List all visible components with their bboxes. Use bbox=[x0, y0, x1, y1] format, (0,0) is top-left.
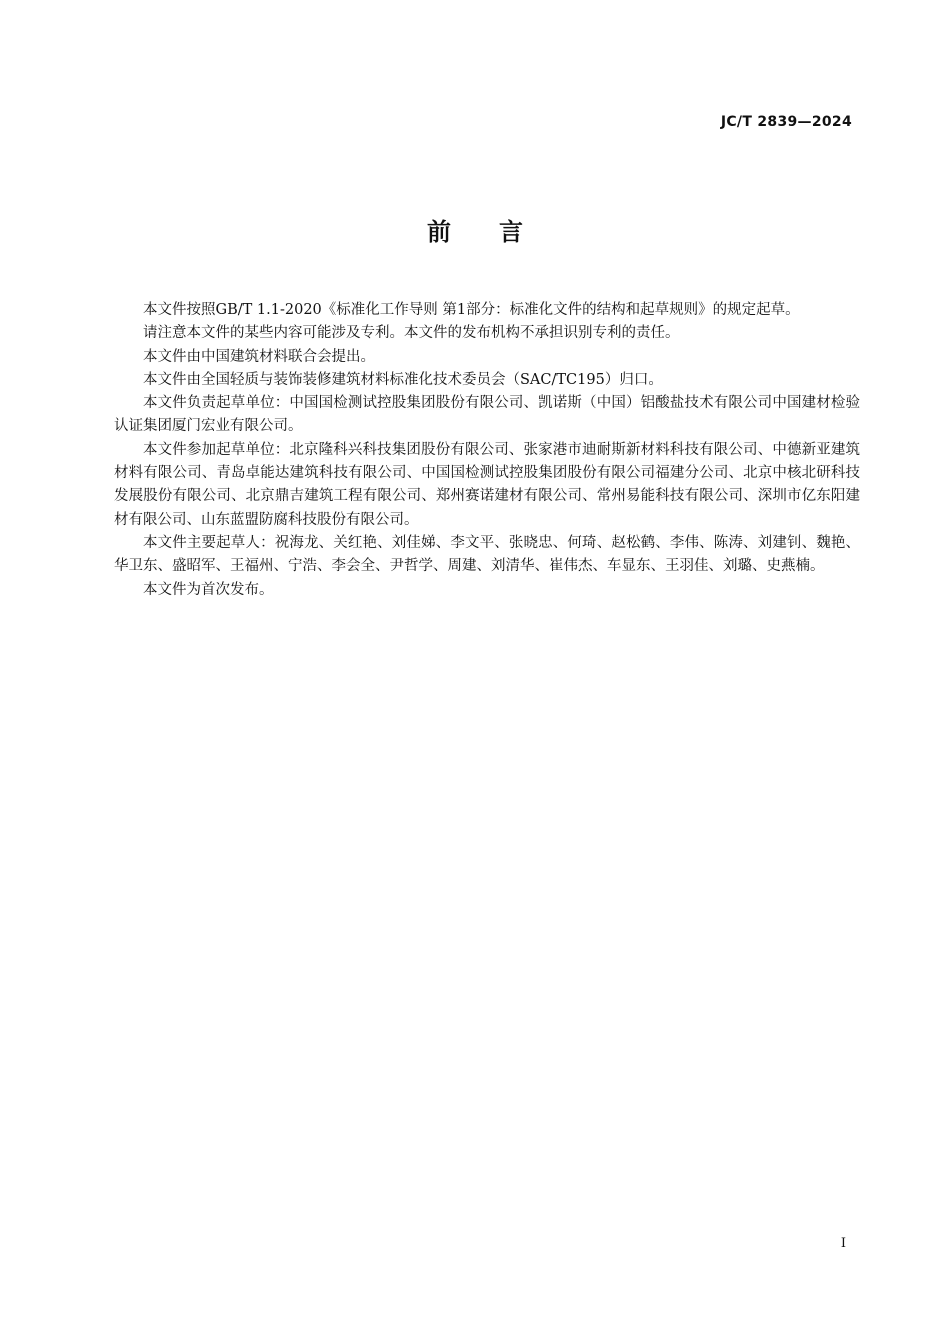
foreword-body bbox=[114, 299, 860, 602]
paragraph-main-drafters: 本文件主要起草人：祝海龙、关红艳、刘佳娣、李文平、张晓忠、何琦、赵松鹤、李伟、陈涛、刘建钊、魏艳、华卫东、盛昭军、王福州、宁浩、李会全、尹哲学、周建、刘清华、崔伟杰、车显东、王羽佳、刘璐、史燕楠。 bbox=[114, 534, 860, 575]
paragraph-participating-drafters: 本文件参加起草单位：北京隆科兴科技集团股份有限公司、张家港市迪耐斯新材料科技有限公司、中德新亚建筑材料有限公司、青岛卓能达建筑科技有限公司、中国国检测试控股集团股份有限公司福建分公司、北京中核北研科技发展股份有限公司、北京鼎吉建筑工程有限公司、郑州赛诺建材有限公司、常州易能科技有限公司、深圳市亿东阳建材有限公司、山东蓝盟防腐科技股份有限公司。 bbox=[114, 441, 860, 528]
page-title: 前言 bbox=[427, 218, 571, 246]
paragraph-drafting-rules: 本文件按照GB/T 1.1-2020《标准化工作导则 第1部分：标准化文件的结构和起草规则》的规定起草。 bbox=[143, 302, 800, 318]
paragraph-first-release: 本文件为首次发布。 bbox=[143, 581, 274, 598]
page-number: I bbox=[840, 1236, 846, 1251]
paragraph-patent-notice: 请注意本文件的某些内容可能涉及专利。本文件的发布机构不承担识别专利的责任。 bbox=[143, 325, 680, 342]
paragraph-proposer: 本文件由中国建筑材料联合会提出。 bbox=[143, 348, 375, 365]
standard-code: JC/T 2839—2024 bbox=[720, 114, 852, 130]
paragraph-lead-drafters: 本文件负责起草单位：中国国检测试控股集团股份有限公司、凯诺斯（中国）铝酸盐技术有限公司中国建材检验认证集团厦门宏业有限公司。 bbox=[114, 395, 860, 435]
paragraph-committee: 本文件由全国轻质与装饰装修建筑材料标准化技术委员会（SAC/TC195）归口。 bbox=[143, 371, 663, 388]
